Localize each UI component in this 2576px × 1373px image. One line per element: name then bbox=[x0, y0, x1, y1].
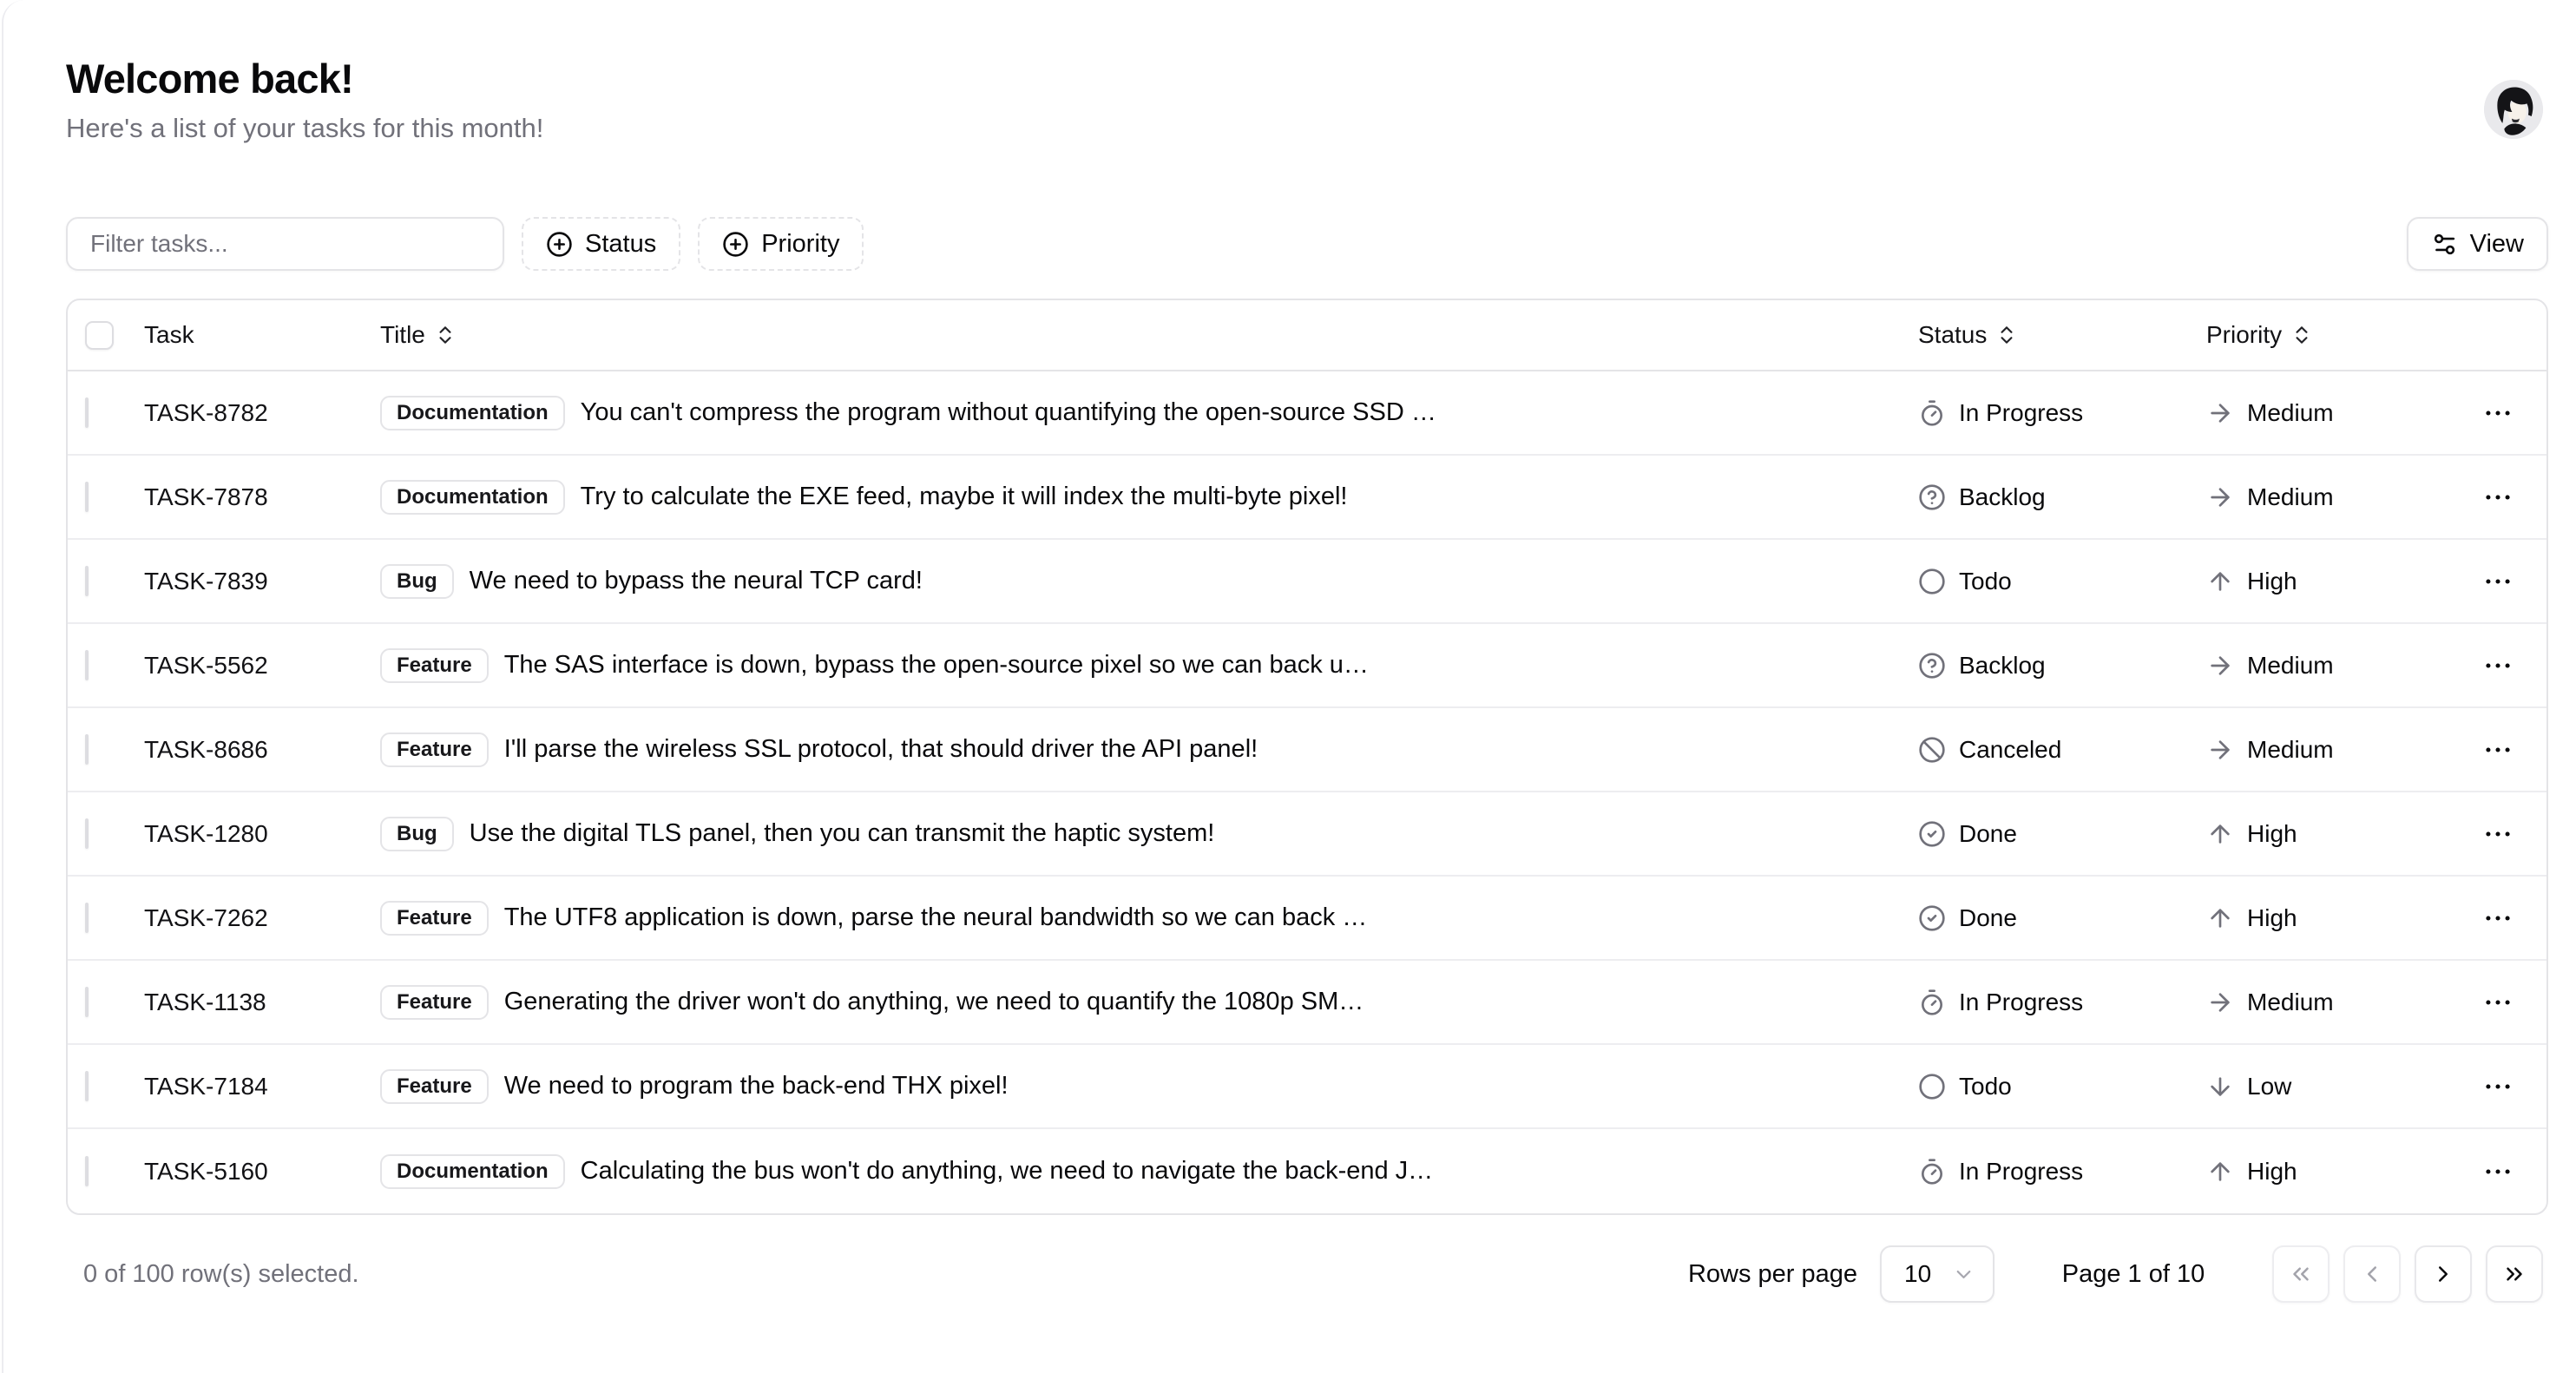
arrow-right-icon bbox=[2206, 483, 2234, 511]
task-title: Generating the driver won't do anything, we need to quantify the 1080p SM… bbox=[503, 988, 1364, 1016]
task-title: Calculating the bus won't do anything, we need to navigate the back-end J… bbox=[580, 1157, 1434, 1186]
status-label: Backlog bbox=[1959, 483, 2046, 510]
table-row bbox=[68, 1129, 2546, 1213]
task-id: TASK-8782 bbox=[144, 398, 268, 426]
task-title: The UTF8 application is down, parse the neural bandwidth so we can back … bbox=[503, 903, 1368, 932]
priority-label: Medium bbox=[2247, 398, 2334, 426]
table-row bbox=[68, 456, 2546, 540]
task-title: The SAS interface is down, bypass the open-source pixel so we can back u… bbox=[503, 651, 1369, 680]
row-cell-priority bbox=[2185, 1158, 2432, 1186]
task-type-badge: Feature bbox=[380, 901, 489, 936]
row-cell-title bbox=[380, 648, 1897, 683]
row-actions-button[interactable] bbox=[2470, 389, 2526, 437]
arrow-up-icon bbox=[2206, 568, 2234, 595]
column-label-priority: Priority bbox=[2206, 321, 2283, 349]
plus-circle-icon bbox=[546, 231, 573, 258]
user-avatar[interactable] bbox=[2484, 80, 2543, 139]
status-label: Backlog bbox=[1959, 651, 2046, 679]
task-id: TASK-1280 bbox=[144, 819, 268, 847]
row-cell-title bbox=[380, 1154, 1897, 1189]
task-type-badge: Feature bbox=[380, 732, 489, 767]
row-cell-status bbox=[1897, 989, 2185, 1016]
row-actions-button[interactable] bbox=[2470, 641, 2526, 690]
row-checkbox[interactable] bbox=[85, 650, 89, 680]
priority-label: Low bbox=[2247, 1072, 2292, 1100]
row-checkbox[interactable] bbox=[85, 818, 89, 849]
task-type-badge: Bug bbox=[380, 817, 454, 851]
row-cell-select bbox=[85, 652, 144, 680]
table-row bbox=[68, 792, 2546, 877]
table-header-row bbox=[68, 300, 2546, 371]
ellipsis-icon bbox=[2481, 1070, 2514, 1103]
row-cell-status bbox=[1897, 820, 2185, 848]
row-cell-status bbox=[1897, 483, 2185, 511]
ellipsis-icon bbox=[2481, 1155, 2514, 1188]
toolbar bbox=[66, 217, 2548, 271]
status-label: Done bbox=[1959, 903, 2017, 931]
pagination bbox=[2272, 1245, 2543, 1303]
row-actions-button[interactable] bbox=[2470, 473, 2526, 522]
task-type-badge: Documentation bbox=[380, 480, 565, 515]
row-cell-select bbox=[85, 904, 144, 932]
status-label: Canceled bbox=[1959, 735, 2062, 763]
column-label-task: Task bbox=[144, 321, 194, 349]
help-circle-icon bbox=[1918, 652, 1946, 680]
row-cell-actions bbox=[2432, 978, 2526, 1027]
arrow-right-icon bbox=[2206, 652, 2234, 680]
priority-label: Medium bbox=[2247, 988, 2334, 1015]
row-cell-title bbox=[380, 985, 1897, 1020]
row-cell-select bbox=[85, 399, 144, 427]
timer-icon bbox=[1918, 399, 1946, 427]
row-cell-status bbox=[1897, 1073, 2185, 1100]
row-cell-title bbox=[380, 1069, 1897, 1104]
row-cell-actions bbox=[2432, 557, 2526, 606]
task-id: TASK-5562 bbox=[144, 651, 268, 679]
task-title: We need to bypass the neural TCP card! bbox=[469, 567, 923, 595]
row-cell-priority bbox=[2185, 820, 2432, 848]
task-id: TASK-7184 bbox=[144, 1072, 268, 1100]
table-body bbox=[68, 371, 2546, 1213]
table-row bbox=[68, 877, 2546, 961]
task-title: Use the digital TLS panel, then you can transmit the haptic system! bbox=[469, 819, 1215, 848]
row-cell-status bbox=[1897, 399, 2185, 427]
row-cell-select bbox=[85, 1158, 144, 1186]
check-circle-icon bbox=[1918, 904, 1946, 932]
task-type-badge: Feature bbox=[380, 985, 489, 1020]
sort-title-icon[interactable] bbox=[434, 324, 457, 346]
selection-status: 0 of 100 row(s) selected. bbox=[83, 1259, 359, 1288]
task-id: TASK-5160 bbox=[144, 1157, 268, 1185]
row-cell-actions bbox=[2432, 1147, 2526, 1196]
row-actions-button[interactable] bbox=[2470, 978, 2526, 1027]
table-row bbox=[68, 708, 2546, 792]
filter-tasks-input[interactable] bbox=[66, 217, 504, 271]
header-cell-task bbox=[144, 321, 380, 349]
row-cell-title bbox=[380, 901, 1897, 936]
row-checkbox[interactable] bbox=[85, 566, 89, 596]
avatar-illustration bbox=[2484, 80, 2543, 139]
status-label: Todo bbox=[1959, 567, 2012, 595]
arrow-up-icon bbox=[2206, 820, 2234, 848]
ellipsis-icon bbox=[2481, 565, 2514, 598]
ellipsis-icon bbox=[2481, 902, 2514, 935]
arrow-up-icon bbox=[2206, 1158, 2234, 1186]
task-title: I'll parse the wireless SSL protocol, that should driver the API panel! bbox=[503, 735, 1258, 764]
table-row bbox=[68, 371, 2546, 456]
rows-per-page-select[interactable] bbox=[1880, 1245, 1994, 1303]
ellipsis-icon bbox=[2481, 481, 2514, 514]
header-cell-priority[interactable] bbox=[2185, 321, 2432, 349]
priority-label: High bbox=[2247, 819, 2297, 847]
row-cell-status bbox=[1897, 736, 2185, 764]
task-title: Try to calculate the EXE feed, maybe it will index the multi-byte pixel! bbox=[580, 483, 1348, 511]
footer-controls bbox=[1688, 1245, 2543, 1303]
task-title: We need to program the back-end THX pixel! bbox=[503, 1072, 1009, 1100]
priority-label: Medium bbox=[2247, 735, 2334, 763]
next-page-button[interactable] bbox=[2415, 1245, 2472, 1303]
row-actions-button[interactable] bbox=[2470, 1062, 2526, 1111]
row-cell-priority bbox=[2185, 904, 2432, 932]
select-all-checkbox[interactable] bbox=[85, 321, 114, 350]
task-id: TASK-7839 bbox=[144, 567, 268, 595]
row-cell-title bbox=[380, 732, 1897, 767]
chevron-left-icon bbox=[2359, 1261, 2385, 1287]
page-title: Welcome back! bbox=[66, 56, 353, 102]
task-id: TASK-8686 bbox=[144, 735, 268, 763]
row-cell-priority bbox=[2185, 652, 2432, 680]
row-checkbox[interactable] bbox=[85, 734, 89, 765]
row-cell-actions bbox=[2432, 1062, 2526, 1111]
row-cell-title bbox=[380, 480, 1897, 515]
task-type-badge: Bug bbox=[380, 564, 454, 599]
status-label: Todo bbox=[1959, 1072, 2012, 1100]
ellipsis-icon bbox=[2481, 818, 2514, 851]
ellipsis-icon bbox=[2481, 986, 2514, 1019]
settings2-icon bbox=[2431, 231, 2458, 258]
arrow-down-icon bbox=[2206, 1073, 2234, 1100]
row-cell-status bbox=[1897, 568, 2185, 595]
row-cell-priority bbox=[2185, 568, 2432, 595]
row-actions-button[interactable] bbox=[2470, 894, 2526, 943]
status-label: In Progress bbox=[1959, 398, 2084, 426]
table-row bbox=[68, 624, 2546, 708]
timer-icon bbox=[1918, 989, 1946, 1016]
task-id: TASK-7878 bbox=[144, 483, 268, 510]
row-cell-select bbox=[85, 1073, 144, 1100]
row-cell-title bbox=[380, 564, 1897, 599]
view-options-button[interactable] bbox=[2407, 217, 2548, 271]
ban-icon bbox=[1918, 736, 1946, 764]
row-cell-select bbox=[85, 820, 144, 848]
arrow-right-icon bbox=[2206, 736, 2234, 764]
status-filter-button[interactable] bbox=[522, 217, 680, 271]
row-cell-priority bbox=[2185, 989, 2432, 1016]
table-row bbox=[68, 1045, 2546, 1129]
task-id: TASK-7262 bbox=[144, 903, 268, 931]
first-page-button[interactable] bbox=[2272, 1245, 2330, 1303]
row-cell-priority bbox=[2185, 1073, 2432, 1100]
row-cell-priority bbox=[2185, 399, 2432, 427]
row-cell-select bbox=[85, 568, 144, 595]
column-label-title: Title bbox=[380, 321, 425, 349]
row-checkbox[interactable] bbox=[85, 397, 89, 428]
priority-filter-button[interactable] bbox=[698, 217, 864, 271]
row-checkbox[interactable] bbox=[85, 903, 89, 933]
row-cell-select bbox=[85, 989, 144, 1016]
task-id: TASK-1138 bbox=[144, 988, 266, 1015]
table-row bbox=[68, 540, 2546, 624]
status-label: Done bbox=[1959, 819, 2017, 847]
row-checkbox[interactable] bbox=[85, 987, 89, 1017]
row-cell-status bbox=[1897, 652, 2185, 680]
plus-circle-icon bbox=[722, 231, 749, 258]
ellipsis-icon bbox=[2481, 649, 2514, 682]
chevrons-left-icon bbox=[2288, 1261, 2314, 1287]
row-cell-actions bbox=[2432, 894, 2526, 943]
row-cell-select bbox=[85, 483, 144, 511]
chevrons-right-icon bbox=[2501, 1261, 2527, 1287]
priority-label: High bbox=[2247, 1157, 2297, 1185]
row-checkbox[interactable] bbox=[85, 482, 89, 512]
rows-per-page-label: Rows per page bbox=[1687, 1259, 1857, 1288]
sort-priority-icon[interactable] bbox=[2290, 324, 2313, 346]
row-cell-actions bbox=[2432, 726, 2526, 774]
table-footer bbox=[66, 1245, 2548, 1304]
arrow-right-icon bbox=[2206, 399, 2234, 427]
priority-filter-label: Priority bbox=[761, 229, 840, 258]
tasks-table bbox=[66, 299, 2548, 1215]
table-row bbox=[68, 961, 2546, 1045]
ellipsis-icon bbox=[2481, 397, 2514, 430]
priority-label: Medium bbox=[2247, 483, 2334, 510]
arrow-right-icon bbox=[2206, 989, 2234, 1016]
row-cell-status bbox=[1897, 904, 2185, 932]
row-checkbox[interactable] bbox=[85, 1071, 89, 1101]
row-actions-button[interactable] bbox=[2470, 557, 2526, 606]
row-cell-title bbox=[380, 396, 1897, 430]
status-label: In Progress bbox=[1959, 1157, 2084, 1185]
priority-label: Medium bbox=[2247, 651, 2334, 679]
status-label: In Progress bbox=[1959, 988, 2084, 1015]
ellipsis-icon bbox=[2481, 733, 2514, 766]
row-actions-button[interactable] bbox=[2470, 810, 2526, 858]
row-cell-actions bbox=[2432, 641, 2526, 690]
sort-status-icon[interactable] bbox=[1995, 324, 2018, 346]
rows-per-page-value: 10 bbox=[1904, 1260, 1932, 1288]
row-cell-actions bbox=[2432, 473, 2526, 522]
task-type-badge: Documentation bbox=[380, 396, 565, 430]
page-indicator: Page 1 of 10 bbox=[2061, 1259, 2205, 1288]
circle-icon bbox=[1918, 568, 1946, 595]
row-checkbox[interactable] bbox=[85, 1156, 89, 1186]
column-label-status: Status bbox=[1918, 321, 1988, 349]
chevron-down-icon bbox=[1952, 1263, 1975, 1286]
row-cell-priority bbox=[2185, 483, 2432, 511]
header-cell-title[interactable] bbox=[380, 321, 1897, 349]
header-cell-status[interactable] bbox=[1897, 321, 2185, 349]
previous-page-button[interactable] bbox=[2343, 1245, 2401, 1303]
chevron-right-icon bbox=[2430, 1261, 2456, 1287]
row-actions-button[interactable] bbox=[2470, 726, 2526, 774]
status-filter-label: Status bbox=[585, 229, 657, 258]
help-circle-icon bbox=[1918, 483, 1946, 511]
timer-icon bbox=[1918, 1158, 1946, 1186]
row-cell-priority bbox=[2185, 736, 2432, 764]
task-type-badge: Feature bbox=[380, 648, 489, 683]
priority-label: High bbox=[2247, 567, 2297, 595]
last-page-button[interactable] bbox=[2486, 1245, 2543, 1303]
task-title: You can't compress the program without quantifying the open-source SSD … bbox=[580, 398, 1436, 427]
view-button-label: View bbox=[2469, 229, 2524, 258]
task-type-badge: Feature bbox=[380, 1069, 489, 1104]
priority-label: High bbox=[2247, 903, 2297, 931]
check-circle-icon bbox=[1918, 820, 1946, 848]
circle-icon bbox=[1918, 1073, 1946, 1100]
header-cell-select bbox=[85, 321, 144, 350]
task-type-badge: Documentation bbox=[380, 1154, 565, 1189]
row-cell-title bbox=[380, 817, 1897, 851]
row-actions-button[interactable] bbox=[2470, 1147, 2526, 1196]
arrow-up-icon bbox=[2206, 904, 2234, 932]
row-cell-actions bbox=[2432, 810, 2526, 858]
row-cell-select bbox=[85, 736, 144, 764]
row-cell-status bbox=[1897, 1158, 2185, 1186]
page-subtitle: Here's a list of your tasks for this month! bbox=[66, 113, 544, 144]
row-cell-actions bbox=[2432, 389, 2526, 437]
